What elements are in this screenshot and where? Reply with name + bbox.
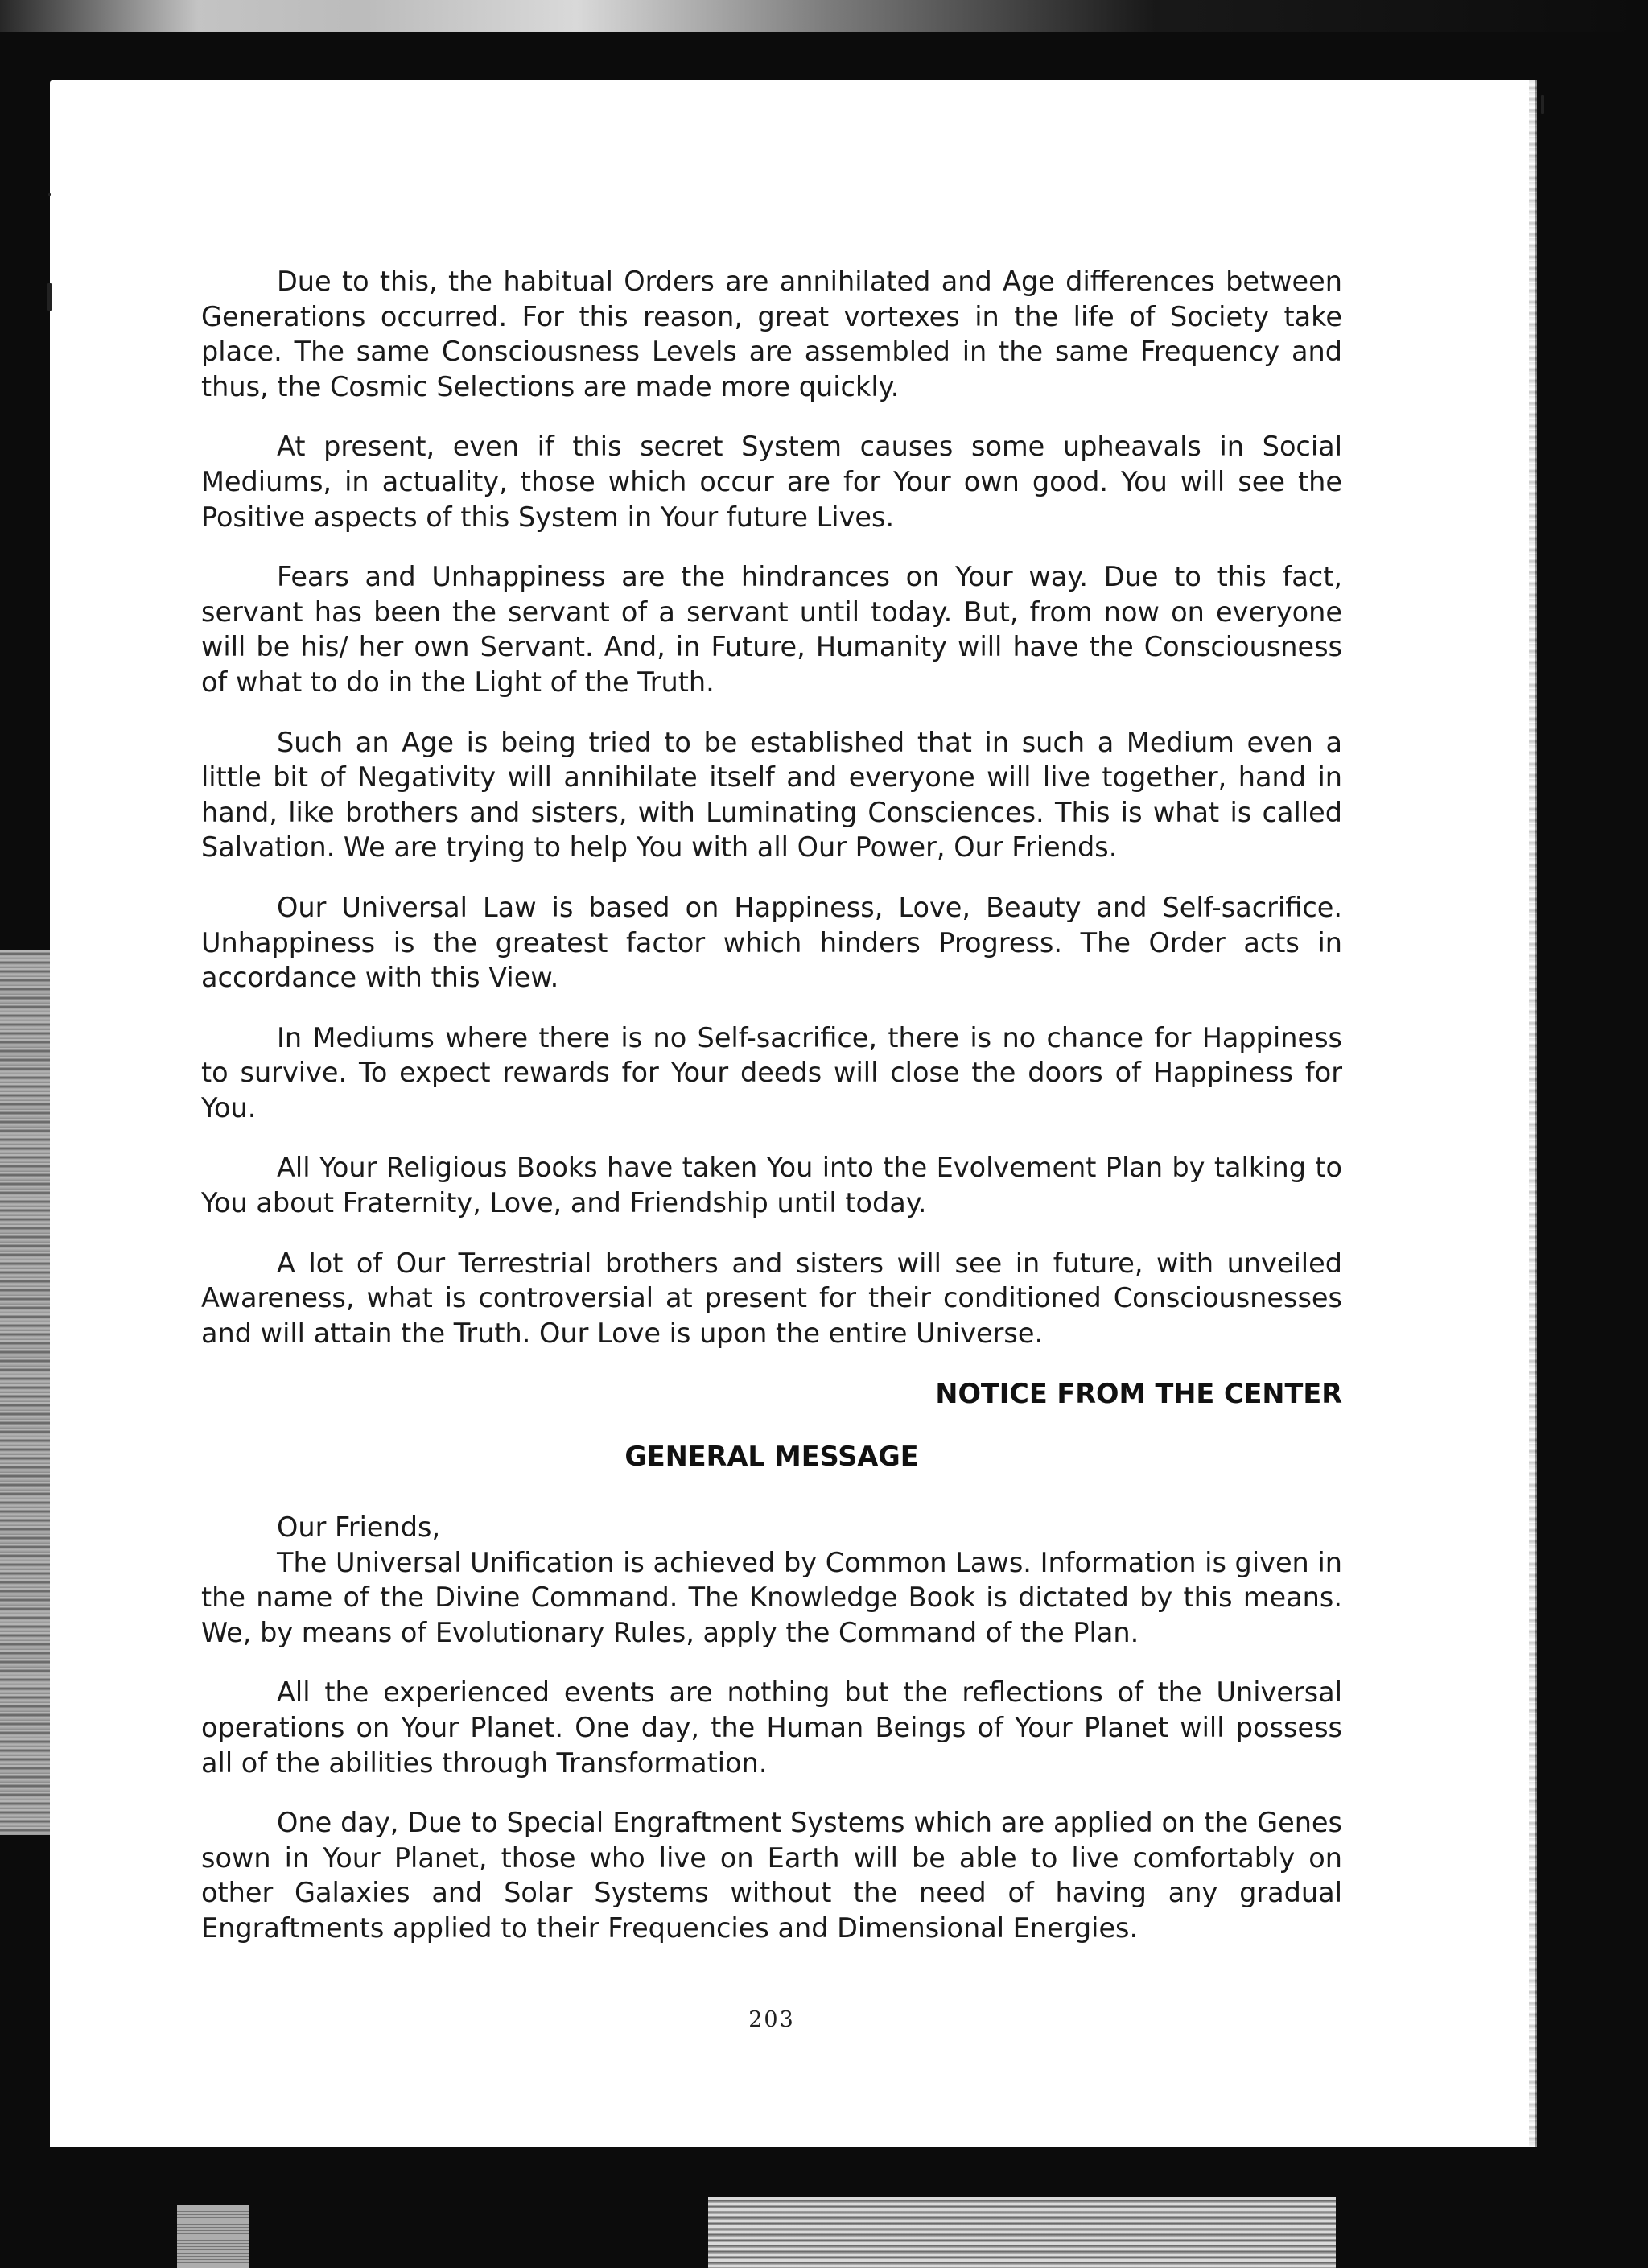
- page-left-edge: [0, 950, 50, 1835]
- paragraph: In Mediums where there is no Self-sacrifice, there is no chance for Happiness to survive. To expect rewards for Your deeds will close the doors of Happiness for You.: [201, 1021, 1342, 1124]
- greeting: Our Friends,: [277, 1511, 441, 1543]
- body-text-top: [201, 264, 1342, 1350]
- scan-speck: [47, 283, 52, 311]
- paragraph: All Your Religious Books have taken You into the Evolvement Plan by talking to You about Fraternity, Love, and Friendship until today.: [201, 1152, 1342, 1219]
- notice-heading: NOTICE FROM THE CENTER: [935, 1378, 1342, 1409]
- body-text-bottom: [201, 1510, 1342, 1971]
- paragraph: The Universal Unification is achieved by Common Laws. Information is given in the name of the Divine Command. The Knowledge Book is dictated by this means. We, by means of Evolutionary Rules, apply the Command of the Plan.: [201, 1546, 1342, 1648]
- paragraph: Our Universal Law is based on Happiness, Love, Beauty and Self-sacrifice. Unhappiness is the greatest factor which hinders Progress. The Order acts in accordance with this View.: [201, 891, 1342, 994]
- paragraph: Fears and Unhappiness are the hindrances on Your way. Due to this fact, servant has been the servant of a servant until today. But, from now on everyone will be his/ her own Servant. And, in Future, Humanity will have the Consciousness of what to do in the Light of the Truth.: [201, 561, 1342, 698]
- scan-bottom-edge: [708, 2197, 1336, 2268]
- scan-bottom-left-edge: [177, 2205, 249, 2268]
- paragraph: Such an Age is being tried to be established that in such a Medium even a little bit of Negativity will annihilate itself and everyone will live together, hand in hand, like brothers and sisters, with Luminating Consciences. This is what is called Salvation. We are trying to help You with all Our Power, Our Friends.: [201, 726, 1342, 864]
- paragraph: One day, Due to Special Engraftment Systems which are applied on the Genes sown in Your Planet, those who live on Earth will be able to live comfortably on other Galaxies and Solar Systems without the need of having any gradual Engraftments applied to their Frequencies and Dimensional Energies.: [201, 1807, 1342, 1944]
- scan-speck: [1541, 95, 1544, 114]
- paragraph: All the experienced events are nothing but the reflections of the Universal operations on Your Planet. One day, the Human Beings of Your Planet will possess all of the abilities through Transformation.: [201, 1676, 1342, 1779]
- paragraph: Due to this, the habitual Orders are annihilated and Age differences between Generations occurred. For this reason, great vortexes in the life of Society take place. The same Consciousness Levels are assembled in the same Frequency and thus, the Cosmic Selections are made more quickly.: [201, 266, 1342, 402]
- page-number: 203: [748, 2007, 795, 2032]
- paragraph: A lot of Our Terrestrial brothers and sisters will see in future, with unveiled Awareness, what is controversial at present for their conditioned Consciousnesses and will attain the Truth. Our Love is upon the entire Universe.: [201, 1247, 1342, 1349]
- scan-top-edge: [0, 0, 1648, 32]
- paragraph: At present, even if this secret System causes some upheavals in Social Mediums, in actuality, those which occur are for Your own good. You will see the Positive aspects of this System in Your future Lives.: [201, 431, 1342, 533]
- page-right-edge: [1529, 80, 1537, 2147]
- scan-speck: [48, 193, 51, 196]
- message-heading: GENERAL MESSAGE: [624, 1441, 919, 1472]
